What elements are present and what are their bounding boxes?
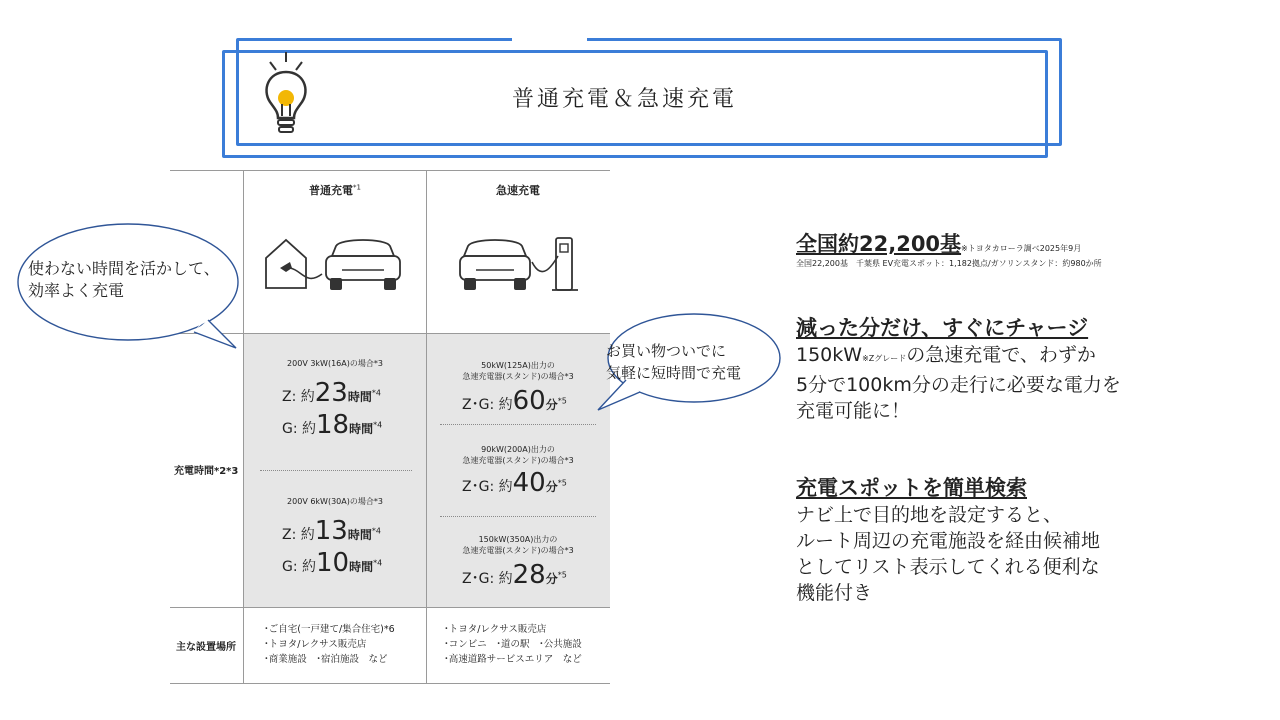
stations-count-section bbox=[796, 228, 1102, 269]
stations-count-heading: 全国約22,200基 bbox=[796, 232, 962, 256]
fast-places-list: ･トヨタ/レクサス販売店 ･コンビニ ･道の駅 ･公共施設 ･高速道路サービスエリア など bbox=[444, 624, 582, 665]
title-banner bbox=[222, 38, 1062, 158]
normal-time-g-6kw: G: 約10時間$^{*4}$ bbox=[282, 548, 383, 578]
spot-search-line3: としてリスト表示してくれる便利な bbox=[796, 556, 1100, 578]
spot-search-line4: 機能付き bbox=[796, 582, 873, 604]
lightbulb-icon bbox=[256, 42, 316, 137]
stations-count-note: ※トヨタカローラ調べ2025年9月 bbox=[961, 244, 1082, 253]
normal-cond-3kw: 200V 3kW(16A)の場合*3 bbox=[287, 359, 383, 368]
quick-charge-line1: 150kW※Zグレードの急速充電で、わずか bbox=[796, 344, 1096, 366]
stations-count-sub: 全国22,200基 千葉県 EV充電スポット：1,182拠点/ガソリンスタンド：約980か所 bbox=[796, 259, 1102, 268]
fast-time-50kw: Z･G: 約60分$^{*5}$ bbox=[462, 386, 567, 416]
left-bubble-text: 使わない時間を活かして、 効率よく充電 bbox=[28, 259, 220, 300]
spot-search-heading: 充電スポットを簡単検索 bbox=[796, 476, 1027, 500]
fast-cond-90kw: 90kW(200A)出力の 急速充電器(スタンド)の場合*3 bbox=[462, 445, 574, 465]
spot-search-line1: ナビ上で目的地を設定すると、 bbox=[796, 504, 1063, 526]
banner-title: 普通充電＆急速充電 bbox=[512, 87, 738, 112]
quick-charge-line3: 充電可能に！ bbox=[796, 400, 911, 422]
install-location-label: 主な設置場所 bbox=[176, 642, 236, 653]
right-bubble-text: お買い物ついでに 気軽に短時間で充電 bbox=[606, 342, 742, 382]
spot-search-line2: ルート周辺の充電施設を経由候補地 bbox=[796, 530, 1101, 552]
normal-time-g-3kw: G: 約18時間$^{*4}$ bbox=[282, 410, 383, 440]
normal-time-z-3kw: Z: 約23時間$^{*4}$ bbox=[282, 378, 381, 408]
home-charging-car-icon bbox=[262, 226, 412, 296]
normal-cond-6kw: 200V 6kW(30A)の場合*3 bbox=[287, 497, 383, 506]
fast-cond-50kw: 50kW(125A)出力の 急速充電器(スタンド)の場合*3 bbox=[462, 361, 574, 381]
quick-charge-line2: 5分で100km分の走行に必要な電力を bbox=[796, 374, 1121, 396]
fast-cond-150kw: 150kW(350A)出力の 急速充電器(スタンド)の場合*3 bbox=[462, 535, 574, 555]
station-charging-car-icon bbox=[458, 226, 588, 296]
spot-search-section bbox=[796, 472, 1100, 606]
fast-time-150kw: Z･G: 約28分$^{*5}$ bbox=[462, 560, 567, 590]
normal-charge-header: 普通充電$^{*1}$ bbox=[309, 183, 361, 197]
normal-places-list: ･ご自宅(一戸建て/集合住宅)*6 ･トヨタ/レクサス販売店 ･商業施設 ･宿泊施設 など bbox=[264, 624, 395, 665]
normal-time-z-6kw: Z: 約13時間$^{*4}$ bbox=[282, 516, 381, 546]
fast-time-90kw: Z･G: 約40分$^{*5}$ bbox=[462, 468, 567, 498]
fast-charge-header: 急速充電 bbox=[496, 184, 540, 197]
quick-charge-heading: 減った分だけ、すぐにチャージ bbox=[796, 316, 1089, 340]
charge-time-label: 充電時間*2*3 bbox=[174, 466, 239, 477]
quick-charge-section bbox=[796, 312, 1121, 424]
